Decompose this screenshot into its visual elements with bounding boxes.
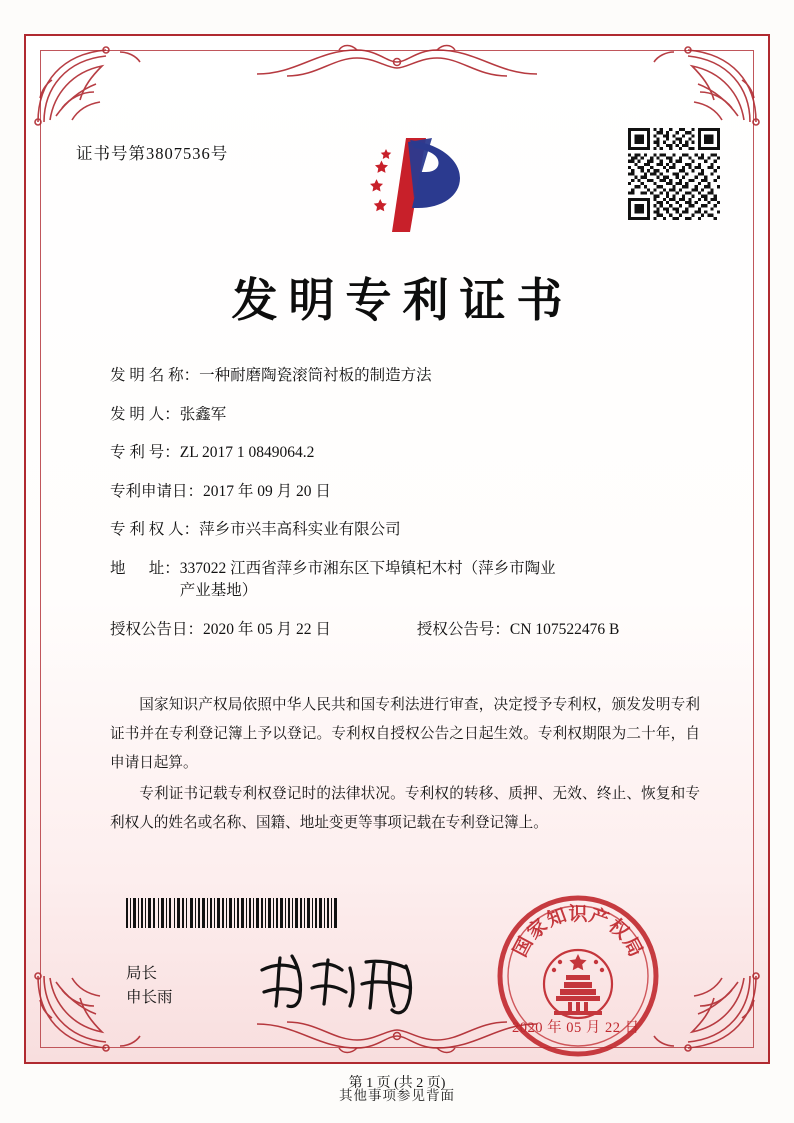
field-address [110,561,708,599]
director-title-label: 局长 [126,965,158,982]
corner-ornament-top-right [644,42,762,128]
field-patentee [110,522,708,538]
svg-text:局: 局 [618,933,647,961]
corner-ornament-top-left [32,42,150,128]
field-value: 337022 江西省萍乡市湘东区下埠镇杞木村（萍乡市陶业 [179,559,556,577]
grant-date-value: 2020 年 05 月 22 日 [203,620,331,638]
barcode [126,898,338,928]
field-label: 专 利 权 人： [110,521,200,538]
legal-text [110,691,700,840]
field-label: 地 址： [110,559,180,577]
svg-text:识: 识 [568,904,588,925]
field-label: 专利申请日： [110,482,204,500]
ornament-top-center [247,40,547,84]
field-patent-number [110,445,708,461]
grant-number-label: 授权公告号： [416,620,510,638]
certificate-number: 证书号第3807536号 [76,144,229,163]
page-number: 第 1 页 (共 2 页) [348,1076,446,1091]
svg-text:权: 权 [604,915,633,944]
field-grant-announcement [110,622,708,638]
svg-text:知: 知 [544,905,570,932]
field-inventor [110,407,708,423]
field-label: 发 明 名 称： [110,367,200,384]
field-value: 一种耐磨陶瓷滚筒衬板的制造方法 [199,367,432,384]
field-value: ZL 2017 1 0849064.2 [179,444,315,461]
director-name-label: 申长雨 [126,989,173,1006]
field-value: 2017 年 09 月 20 日 [203,482,331,500]
signature-block [126,962,173,1010]
patent-office-logo-icon [348,132,480,236]
paragraph-1: 国家知识产权局依照中华人民共和国专利法进行审查，决定授予专利权，颁发发明专利证书并在专利登记簿上予以登记。专利权自授权公告之日起生效。专利权期限为二十年，自申请日起算。 [110,697,700,771]
handwritten-signature-icon [254,948,444,1018]
svg-text:产: 产 [586,905,612,932]
field-value: 张鑫军 [179,405,227,423]
footer-note: 其他事项参见背面 [339,1088,455,1103]
grant-date-label: 授权公告日： [110,620,204,638]
field-value: 萍乡市兴丰高科实业有限公司 [199,521,401,538]
field-application-date [110,484,708,500]
certificate-frame [24,34,770,1091]
field-label: 发 明 人： [110,405,180,423]
qr-code-icon [628,128,720,220]
grant-number-value: CN 107522476 B [509,620,620,638]
field-value-line2: 产业基地） [179,582,258,599]
page-title: 发明专利证书 [231,275,574,326]
seal-date: 2020 年 05 月 22 日 [512,1020,640,1036]
svg-text:家: 家 [523,915,552,944]
field-label: 专 利 号： [110,444,180,461]
svg-text:国: 国 [509,933,538,961]
field-invention-name [110,368,708,384]
paragraph-2: 专利证书记载专利权登记时的法律状况。专利权的转移、质押、无效、终止、恢复和专利权人的姓名或名称、国籍、地址变更等事项记载在专利登记簿上。 [110,786,700,831]
field-list [110,368,708,660]
